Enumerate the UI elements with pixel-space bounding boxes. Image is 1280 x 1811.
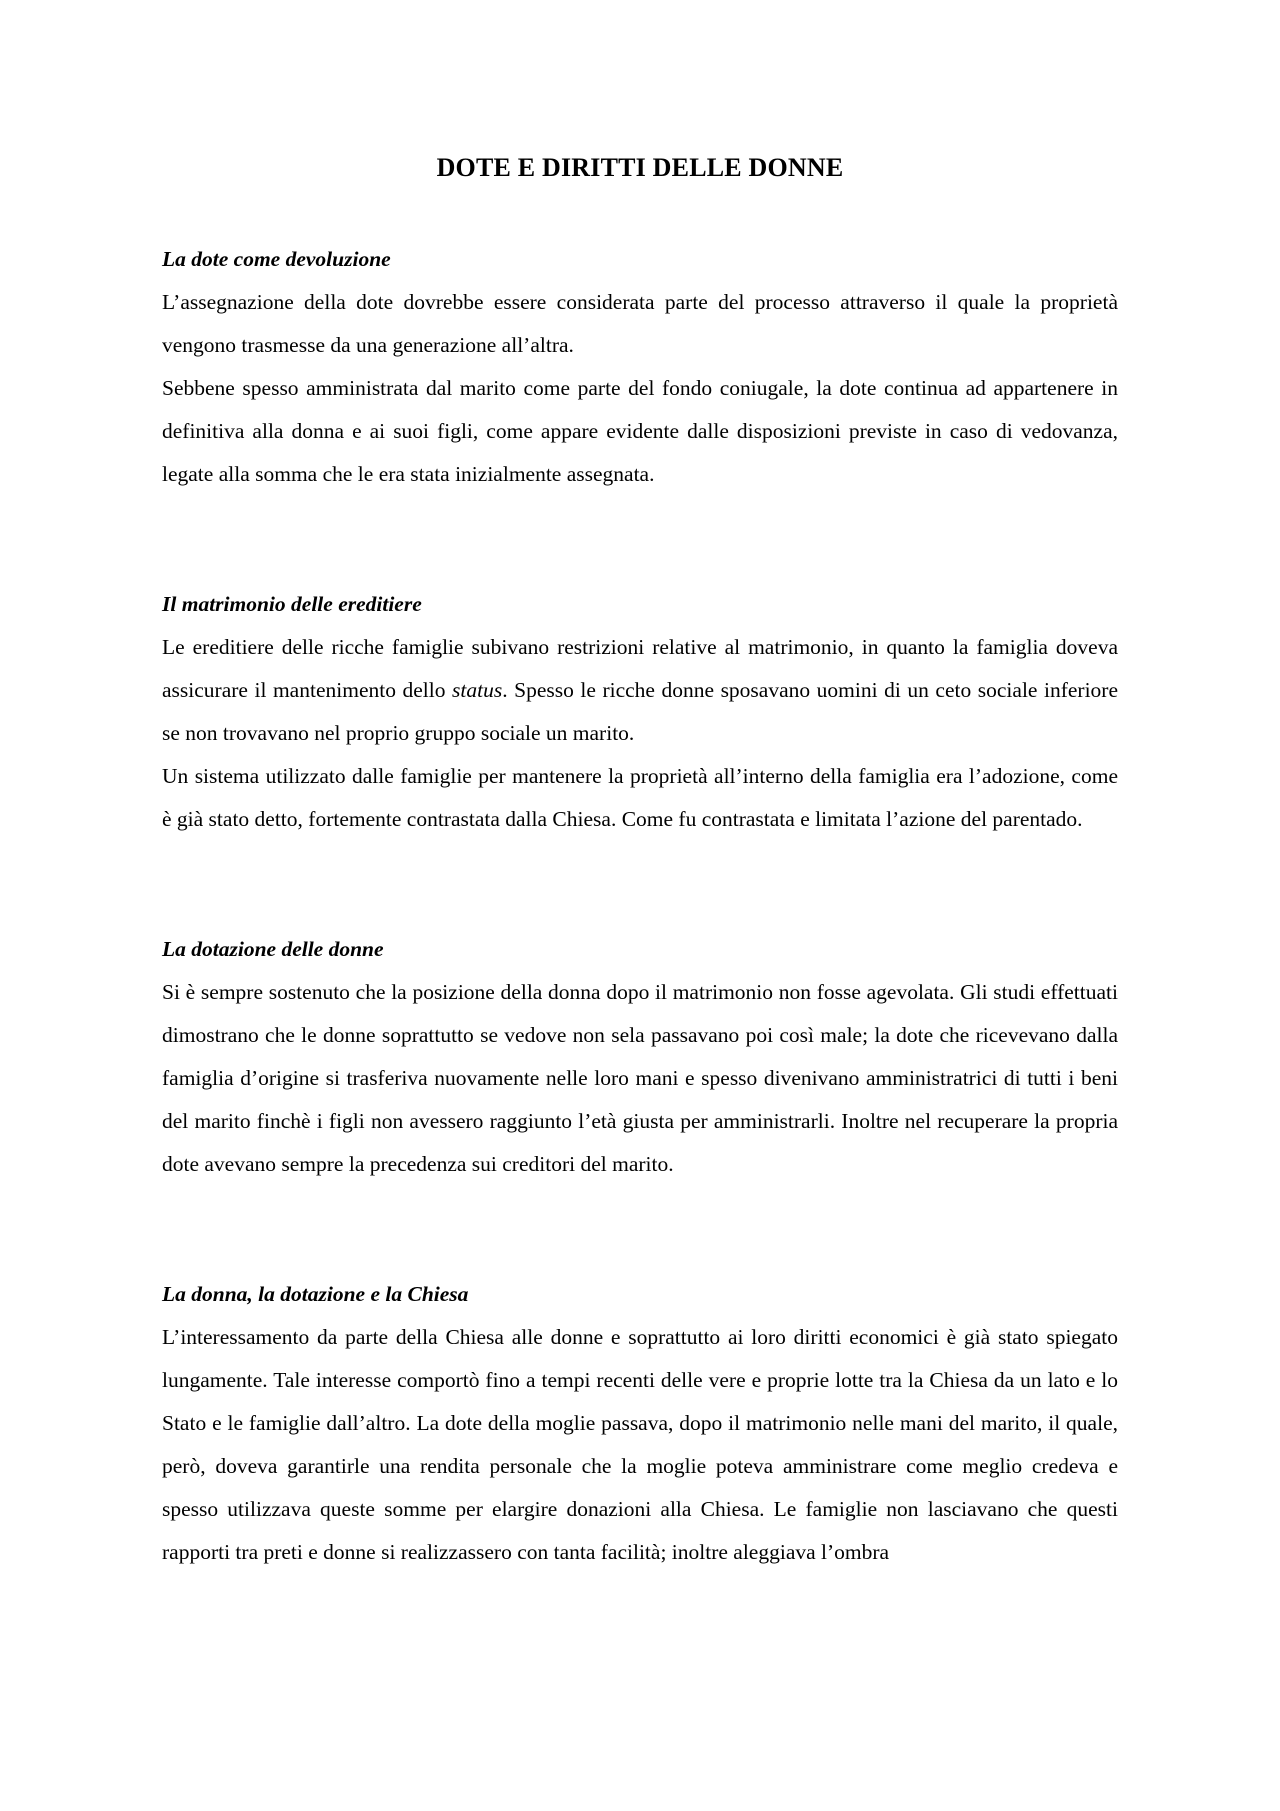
paragraph: Un sistema utilizzato dalle famiglie per mantenere la proprietà all’interno della famiglia era l’adozione, come è già stato detto, fortemente contrastata dalla Chiesa. Come fu contrastata e limitata l’azione del parentado.: [162, 764, 1118, 831]
paragraph-text: . Spesso le ricche donne sposavano uomini di un ceto sociale inferiore se non trovavano nel proprio gruppo sociale un marito.: [162, 678, 1119, 745]
section-heading: La dotazione delle donne: [162, 937, 384, 961]
section-matrimonio-ereditiere: [162, 583, 1118, 841]
section-dotazione-donne: [162, 928, 1118, 1186]
paragraph-text: Le ereditiere delle ricche famiglie subivano restrizioni relative al matrimonio, in quanto la famiglia doveva assicurare il mantenimento dello: [162, 635, 1118, 702]
section-dote-devoluzione: [162, 238, 1118, 496]
paragraph: [162, 626, 1118, 755]
section-heading: La dote come devoluzione: [162, 247, 391, 271]
paragraph: L’assegnazione della dote dovrebbe essere considerata parte del processo attraverso il quale la proprietà vengono trasmesse da una generazione all’altra.: [162, 290, 1118, 357]
paragraph: Si è sempre sostenuto che la posizione della donna dopo il matrimonio non fosse agevolata. Gli studi effettuati dimostrano che le donne soprattutto se vedove non sela passavano poi così male; la dote che ricevevano dalla famiglia d’origine si trasferiva nuovamente nelle loro mani e spesso divenivano amministratrici di tutti i beni del marito finchè i figli non avessero raggiunto l’età giusta per amministrarli. Inoltre nel recuperare la propria dote avevano sempre la precedenza sui creditori del marito.: [162, 980, 1118, 1176]
section-heading: La donna, la dotazione e la Chiesa: [162, 1282, 469, 1306]
section-donna-chiesa: [162, 1273, 1118, 1574]
section-heading: Il matrimonio delle ereditiere: [162, 592, 422, 616]
document-title: DOTE E DIRITTI DELLE DONNE: [436, 153, 844, 182]
paragraph: Sebbene spesso amministrata dal marito come parte del fondo coniugale, la dote continua ad appartenere in definitiva alla donna e ai suoi figli, come appare evidente dalle disposizioni previste in caso di vedovanza, legate alla somma che le era stata inizialmente assegnata.: [162, 376, 1118, 486]
paragraph: L’interessamento da parte della Chiesa alle donne e soprattutto ai loro diritti economici è già stato spiegato lungamente. Tale interesse comportò fino a tempi recenti delle vere e proprie lotte tra la Chiesa da un lato e lo Stato e le famiglie dall’altro. La dote della moglie passava, dopo il matrimonio nelle mani del marito, il quale, però, doveva garantirle una rendita personale che la moglie poteva amministrare come meglio credeva e spesso utilizzava queste somme per elargire donazioni alla Chiesa. Le famiglie non lasciavano che questi rapporti tra preti e donne si realizzassero con tanta facilità; inoltre aleggiava l’ombra: [162, 1325, 1118, 1564]
italic-term: status: [452, 678, 503, 702]
